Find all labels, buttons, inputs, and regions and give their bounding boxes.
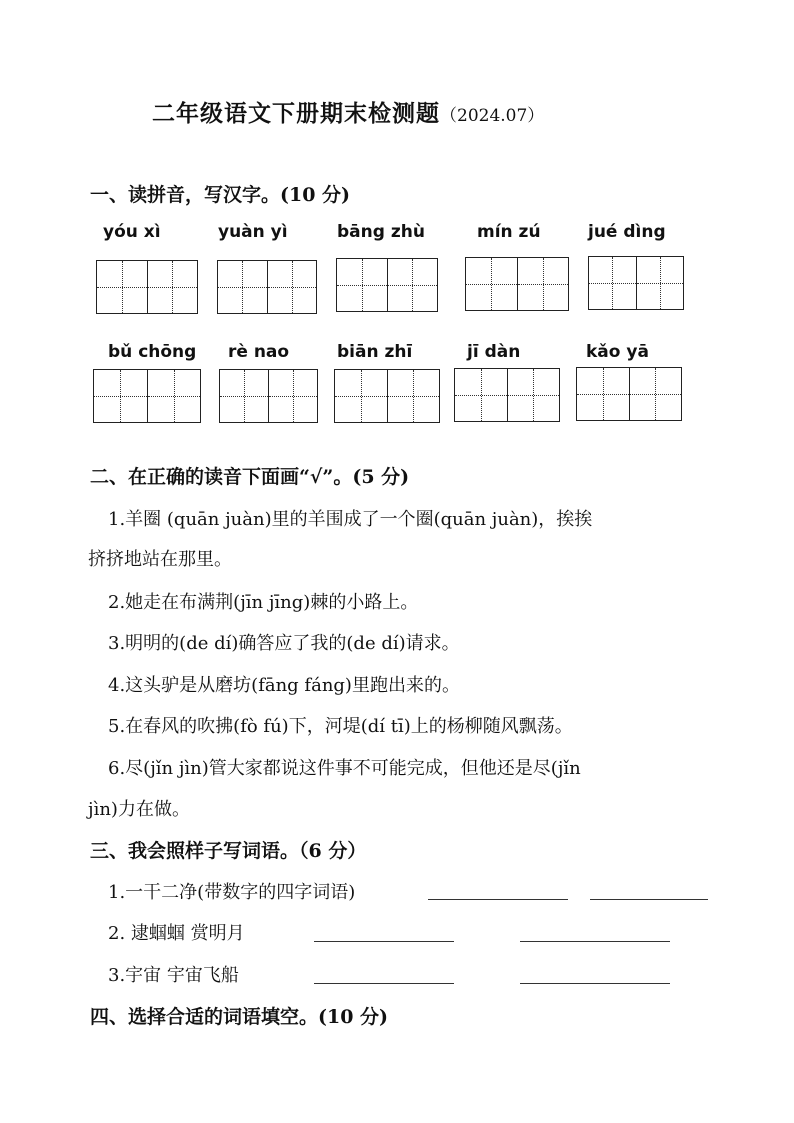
- section1-heading: 一、读拼音，写汉字。(10 分): [90, 184, 351, 206]
- writing-grid[interactable]: [217, 260, 317, 314]
- pinyin-label: yuàn yì: [218, 222, 288, 242]
- answer-blank[interactable]: [428, 899, 568, 900]
- title-text: 二年级语文下册期末检测题: [152, 100, 440, 127]
- answer-blank[interactable]: [314, 941, 454, 942]
- pinyin-label: rè nao: [228, 342, 290, 362]
- answer-blank[interactable]: [590, 899, 708, 900]
- writing-grid[interactable]: [334, 369, 440, 423]
- page-title: [152, 95, 544, 128]
- answer-blank[interactable]: [520, 941, 670, 942]
- section3-heading: 三、我会照样子写词语。（6 分）: [90, 840, 367, 862]
- pinyin-label: jī dàn: [467, 342, 521, 362]
- pinyin-label: biān zhī: [337, 342, 413, 362]
- question-5: 5.在春风的吹拂(fò fú)下，河堤(dí tī)上的杨柳随风飘荡。: [108, 716, 573, 737]
- writing-grid[interactable]: [576, 367, 682, 421]
- pinyin-label: yóu xì: [103, 222, 161, 242]
- question-1-continued: 挤挤地站在那里。: [88, 549, 232, 570]
- pinyin-label: kǎo yā: [586, 342, 649, 362]
- pinyin-label: bāng zhù: [337, 222, 425, 242]
- question-1: 1.羊圈 (quān juàn)里的羊围成了一个圈(quān juàn)，挨挨: [108, 509, 593, 530]
- writing-grid[interactable]: [219, 369, 318, 423]
- title-year: （2024.07）: [440, 106, 545, 126]
- section2-heading: 二、在正确的读音下面画“√”。(5 分): [90, 466, 410, 488]
- pinyin-label: mín zú: [477, 222, 541, 242]
- writing-grid[interactable]: [588, 256, 684, 310]
- question-6-continued: jìn)力在做。: [88, 799, 190, 820]
- question-2: 2.她走在布满荆(jīn jīng)棘的小路上。: [108, 592, 419, 613]
- word-question-2: 2. 逮蝈蝈 赏明月: [108, 923, 245, 944]
- answer-blank[interactable]: [520, 983, 670, 984]
- word-question-3: 3.宇宙 宇宙飞船: [108, 965, 239, 986]
- writing-grid[interactable]: [96, 260, 198, 314]
- writing-grid[interactable]: [454, 368, 560, 422]
- question-6: 6.尽(jǐn jìn)管大家都说这件事不可能完成，但他还是尽(jǐn: [108, 758, 581, 779]
- writing-grid[interactable]: [93, 369, 201, 423]
- section4-heading: 四、选择合适的词语填空。(10 分): [90, 1006, 389, 1028]
- question-3: 3.明明的(de dí)确答应了我的(de dí)请求。: [108, 633, 460, 654]
- writing-grid[interactable]: [336, 258, 438, 312]
- word-question-1: 1.一干二净(带数字的四字词语): [108, 882, 356, 903]
- pinyin-label: bǔ chōng: [108, 342, 197, 362]
- writing-grid[interactable]: [465, 257, 569, 311]
- pinyin-label: jué dìng: [588, 222, 666, 242]
- answer-blank[interactable]: [314, 983, 454, 984]
- question-4: 4.这头驴是从磨坊(fāng fáng)里跑出来的。: [108, 675, 460, 696]
